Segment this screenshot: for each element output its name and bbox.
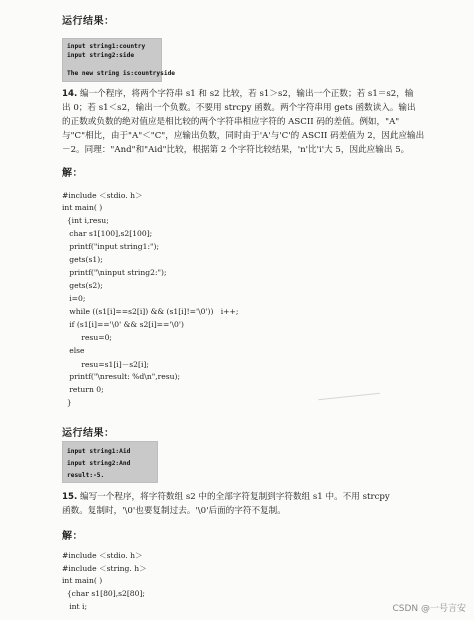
code-line: #include ＜stdio. h＞	[62, 551, 143, 560]
output-line: The new string is:countryside	[67, 70, 176, 77]
run-result-heading: 运行结果：	[62, 16, 115, 27]
output-line: input string2:And	[67, 460, 131, 467]
problem-14-text	[62, 87, 462, 157]
code-line: {char s1[80],s2[80];	[62, 589, 145, 598]
problem-line: 出 0；若 s1＜s2，输出一个负数。不要用 strcpy 函数。两个字符串用 gets 函数读入。输出	[62, 103, 416, 113]
code-line: else	[62, 346, 85, 355]
output-line: input string1:Aid	[67, 448, 131, 455]
output-line: input string2:side	[67, 52, 135, 59]
output-line	[67, 60, 157, 69]
code-line: int main( )	[62, 203, 103, 212]
run-result-heading: 运行结果：	[62, 428, 115, 439]
code-line: #include ＜stdio. h＞	[62, 191, 143, 200]
code-line: gets(s2);	[62, 281, 103, 290]
code-line: }	[62, 398, 72, 407]
code-block	[62, 190, 462, 415]
problem-number: 14.	[62, 89, 78, 99]
code-line: if (s1[i]=='\0' && s2[i]=='\0')	[62, 320, 184, 329]
code-line: resu=0;	[62, 333, 112, 342]
code-line: printf("\ninput string2:");	[62, 268, 167, 277]
code-line: printf("\nresult: %d\n",resu);	[62, 372, 181, 381]
problem-line	[62, 490, 462, 504]
run-output-box	[62, 38, 176, 82]
csdn-watermark: CSDN @一号言安	[392, 604, 466, 614]
run-output-box	[62, 441, 158, 483]
problem-line-text: 编一个程序，将两个字符串 s1 和 s2 比较，若 s1＞s2，输出一个正数；若 s1＝s2，输	[79, 89, 414, 99]
problem-number: 15.	[62, 492, 78, 502]
code-line: while ((s1[i]==s2[i]) && (s1[i]!='\0')) i++;	[62, 307, 239, 316]
solution-label: 解：	[62, 168, 83, 179]
problem-line: 的正数或负数的绝对值应是相比较的两个字符串相应字符的 ASCII 码的差值。例如，"A"	[62, 117, 400, 127]
code-line: {int i,resu;	[62, 216, 109, 225]
problem-line-text: 编写一个程序，将字符数组 s2 中的全部字符复制到字符数组 s1 中。不用 strcpy	[79, 492, 390, 502]
solution-label: 解：	[62, 531, 83, 542]
code-line: return 0;	[62, 385, 104, 394]
code-line: char s1[100],s2[100];	[62, 229, 153, 238]
code-line: int main( )	[62, 576, 103, 585]
output-line: input string1:country	[67, 43, 146, 50]
problem-line: 与"C"相比，由于"A"＜"C"，应输出负数，同时由于'A'与'C'的 ASCII 码差值为 2，因此应输出	[62, 131, 425, 141]
code-line: #include ＜string. h＞	[62, 564, 147, 573]
problem-15-text	[62, 490, 462, 518]
problem-line	[62, 87, 462, 101]
code-line: resu=s1[i]－s2[i];	[62, 360, 149, 369]
code-line: gets(s1);	[62, 255, 103, 264]
output-line: result:-5.	[67, 472, 105, 479]
problem-line: 函数。复制时，'\0'也要复制过去。'\0'后面的字符不复制。	[62, 506, 286, 516]
problem-line: －2。同理："And"和"Aid"比较，根据第 2 个字符比较结果，'n'比'i'大 5，因此应输出 5。	[62, 145, 410, 155]
code-line: int i;	[62, 602, 88, 611]
code-line: i=0;	[62, 294, 86, 303]
code-line: printf("input string1:");	[62, 242, 160, 251]
